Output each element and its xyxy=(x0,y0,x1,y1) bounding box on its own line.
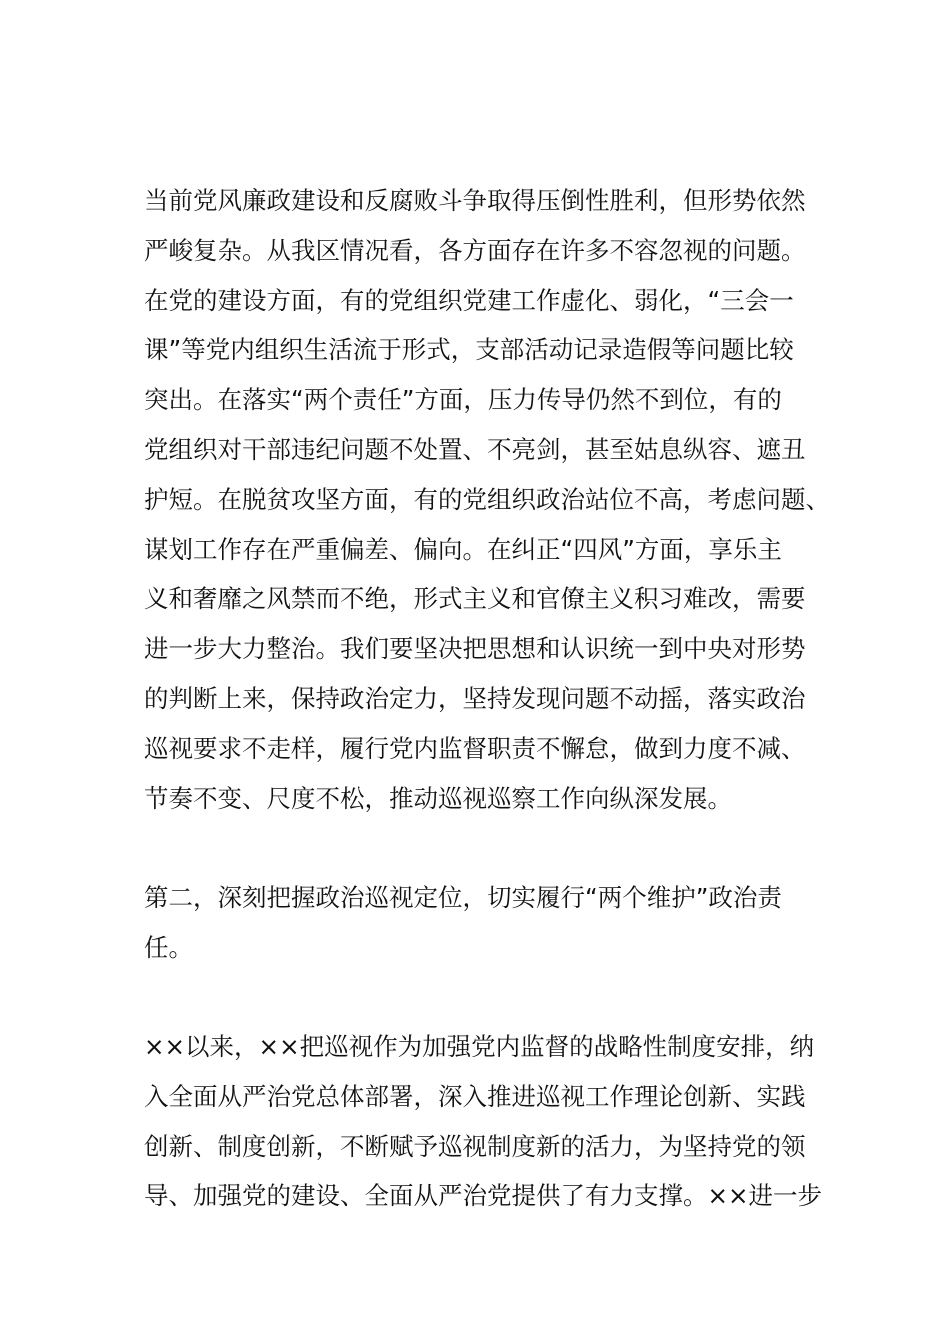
text-line: 巡视要求不走样，履行党内监督职责不懈怠，做到力度不减、 xyxy=(144,733,806,763)
text-line: 节奏不变、尺度不松，推动巡视巡察工作向纵深发展。 xyxy=(144,783,732,813)
text-line: 课”等党内组织生活流于形式，支部活动记录造假等问题比较 xyxy=(144,335,794,365)
text-line: 的判断上来，保持政治定力，坚持发现问题不动摇，落实政治 xyxy=(144,683,806,713)
text-line: 在党的建设方面，有的党组织党建工作虚化、弱化，“三会一 xyxy=(144,285,794,315)
paragraph-inspection-system xyxy=(144,1022,824,1221)
text-line: 任。 xyxy=(144,932,193,962)
text-line: 党组织对干部违纪问题不处置、不亮剑，甚至姑息纵容、遮丑 xyxy=(144,434,806,464)
text-line: 当前党风廉政建设和反腐败斗争取得压倒性胜利，但形势依然 xyxy=(144,186,806,215)
text-line: 谋划工作存在严重偏差、偏向。在纠正“四风”方面，享乐主 xyxy=(144,534,782,564)
text-line: 护短。在脱贫攻坚方面，有的党组织政治站位不高，考虑问题、 xyxy=(144,484,830,514)
text-line: 导、加强党的建设、全面从严治党提供了有力支撑。××进一步 xyxy=(144,1181,823,1211)
paragraph-second-point-heading xyxy=(144,873,824,973)
text-line: 义和奢靡之风禁而不绝，形式主义和官僚主义积习难改，需要 xyxy=(144,584,806,614)
text-line: ××以来，××把巡视作为加强党内监督的战略性制度安排，纳 xyxy=(144,1032,815,1061)
text-line: 严峻复杂。从我区情况看，各方面存在许多不容忽视的问题。 xyxy=(144,235,806,265)
text-line: 突出。在落实“两个责任”方面，压力传导仍然不到位，有的 xyxy=(144,385,782,415)
text-line: 第二，深刻把握政治巡视定位，切实履行“两个维护”政治责 xyxy=(144,883,782,912)
text-line: 创新、制度创新，不断赋予巡视制度新的活力，为坚持党的领 xyxy=(144,1131,806,1161)
text-line: 进一步大力整治。我们要坚决把思想和认识统一到中央对形势 xyxy=(144,634,806,664)
paragraph-situation xyxy=(144,176,830,823)
text-line: 入全面从严治党总体部署，深入推进巡视工作理论创新、实践 xyxy=(144,1081,806,1111)
